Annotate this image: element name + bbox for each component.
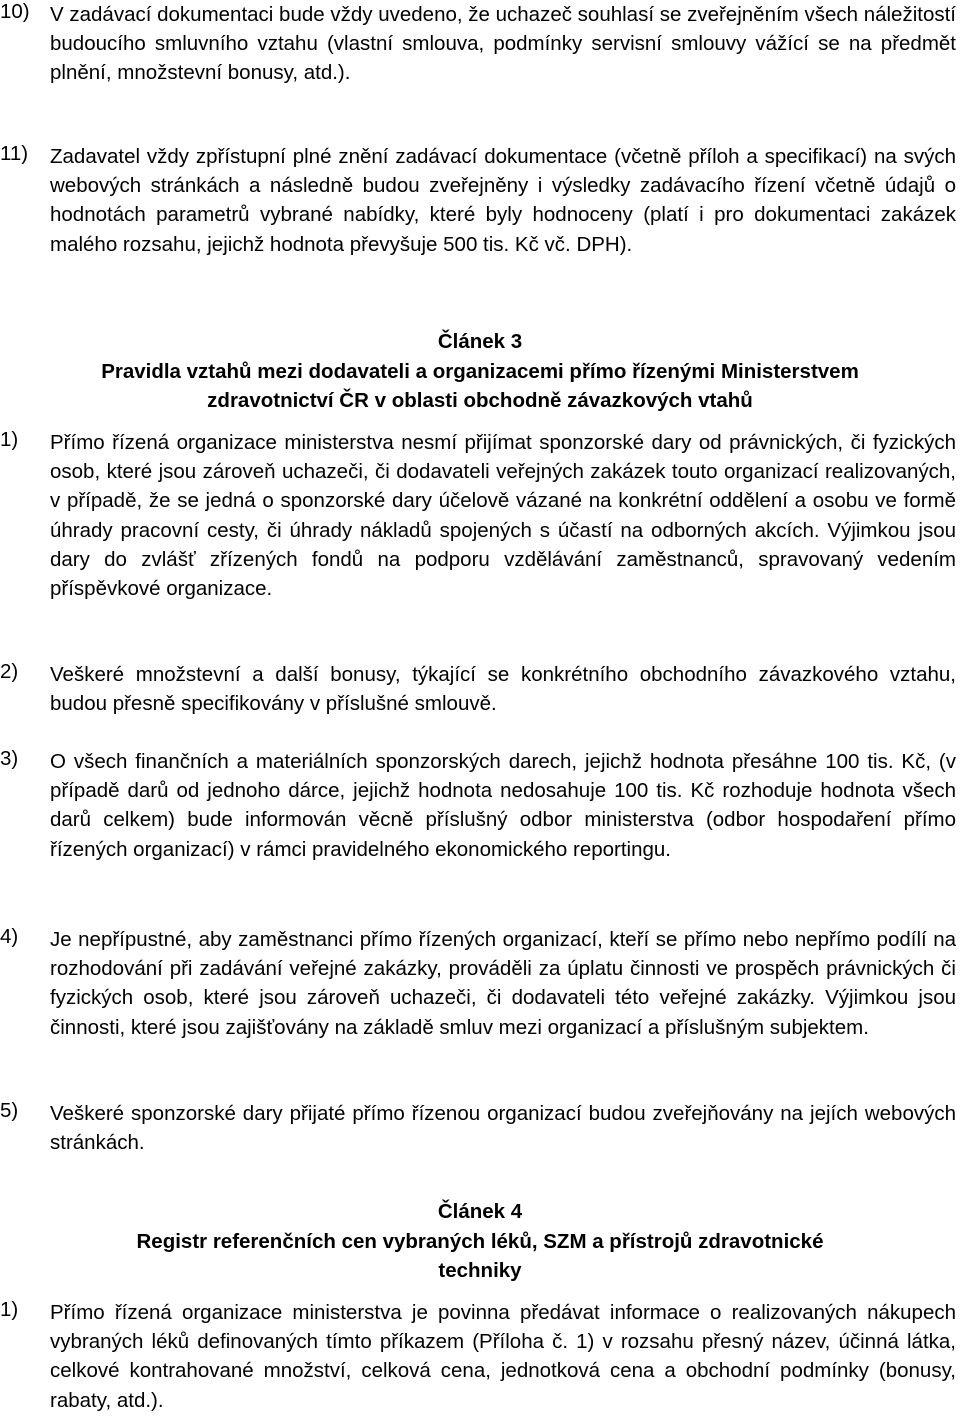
article-title-line-1: Pravidla vztahů mezi dodavateli a organizacemi přímo řízenými Ministerstvem: [101, 359, 859, 383]
clause-text: Přímo řízená organizace ministerstva nesmí přijímat sponzorské dary od právnických, či fyzických osob, které jsou zároveň uchazeči, či dodavateli veřejných zakázek touto organizací realizovaných, v případě, že se jedná o sponzorské dary účelově vázané na konkrétní oddělení a osobu ve formě úhrady pracovní cesty, či úhrady nákladů spojených s účastí na odborných akcích. Výjimkou jsou dary do zvlášť zřízených fondů na podporu vzdělávání zaměstnanců, spravovaný vedením příspěvkové organizace.: [50, 431, 956, 601]
clause-11: [0, 142, 956, 259]
article-4-clause-1: [0, 1298, 956, 1415]
clause-number: 5): [0, 1099, 19, 1122]
clause-text: Přímo řízená organizace ministerstva je povinna předávat informace o realizovaných nákupech vybraných léků definovaných tímto příkazem (Příloha č. 1) v rozsahu přesný název, účinná látka, celkové kontrahované množství, celková cena, jednotková cena a obchodní podmínky (bonusy, rabaty, atd.).: [50, 1301, 956, 1412]
article-title-line-1: Registr referenčních cen vybraných léků, SZM a přístrojů zdravotnické: [136, 1229, 824, 1253]
clause-number: 10): [0, 0, 30, 23]
article-3-clause-2: [0, 660, 956, 718]
clause-number: 1): [0, 1298, 19, 1321]
article-title-line-2: techniky: [438, 1259, 522, 1282]
clause-number: 3): [0, 747, 19, 770]
article-3-clause-4: [0, 925, 956, 1042]
clause-text: O všech finančních a materiálních sponzorských darech, jejichž hodnota přesáhne 100 tis. Kč, (v případě darů od jednoho dárce, jejichž hodnota nedosahuje 100 tis. Kč rozhoduje hodnota všech darů celkem) bude informován věcně příslušný odbor ministerstva (odbor hospodaření přímo řízených organizací) v rámci pravidelného ekonomického reportingu.: [50, 750, 956, 861]
article-3-heading: [0, 327, 960, 416]
clause-text: Veškeré množstevní a další bonusy, týkající se konkrétního obchodního závazkového vztahu, budou přesně specifikovány v příslušné smlouvě.: [50, 663, 956, 716]
article-3-clause-5: [0, 1099, 956, 1157]
clause-number: 2): [0, 660, 19, 683]
clause-number: 4): [0, 925, 19, 948]
article-title-line-2: zdravotnictví ČR v oblasti obchodně závazkových vtahů: [207, 389, 753, 412]
article-4-heading: [0, 1197, 960, 1286]
clause-number: 11): [0, 142, 29, 165]
clause-text: Je nepřípustné, aby zaměstnanci přímo řízených organizací, kteří se přímo nebo nepřímo podílí na rozhodování při zadávání veřejné zakázky, prováděli za úplatu činnosti ve prospěch právnických či fyzických osob, které jsou zároveň uchazeči, či dodavateli této veřejné zakázky. Výjimkou jsou činnosti, které jsou zajišťovány na základě smluv mezi organizací a příslušným subjektem.: [50, 928, 956, 1039]
article-3-clause-1: [0, 428, 956, 603]
article-3-clause-3: [0, 747, 956, 864]
clause-text: Zadavatel vždy zpřístupní plné znění zadávací dokumentace (včetně příloh a specifikací) na svých webových stránkách a následně budou zveřejněny i výsledky zadávacího řízení včetně údajů o hodnotách parametrů vybrané nabídky, které byly hodnoceny (platí i pro dokumentaci zakázek malého rozsahu, jejichž hodnota převyšuje 500 tis. Kč vč. DPH).: [50, 145, 956, 256]
clause-10: [0, 0, 956, 88]
clause-text: Veškeré sponzorské dary přijaté přímo řízenou organizací budou zveřejňovány na jejích webových stránkách.: [50, 1102, 956, 1155]
article-label: Článek 4: [437, 1200, 523, 1223]
clause-text: V zadávací dokumentaci bude vždy uvedeno, že uchazeč souhlasí se zveřejněním všech náležitostí budoucího smluvního vztahu (vlastní smlouva, podmínky servisní smlouvy vážící se na předmět plnění, množstevní bonusy, atd.).: [50, 3, 956, 85]
clause-number: 1): [0, 428, 19, 451]
article-label: Článek 3: [437, 330, 523, 353]
